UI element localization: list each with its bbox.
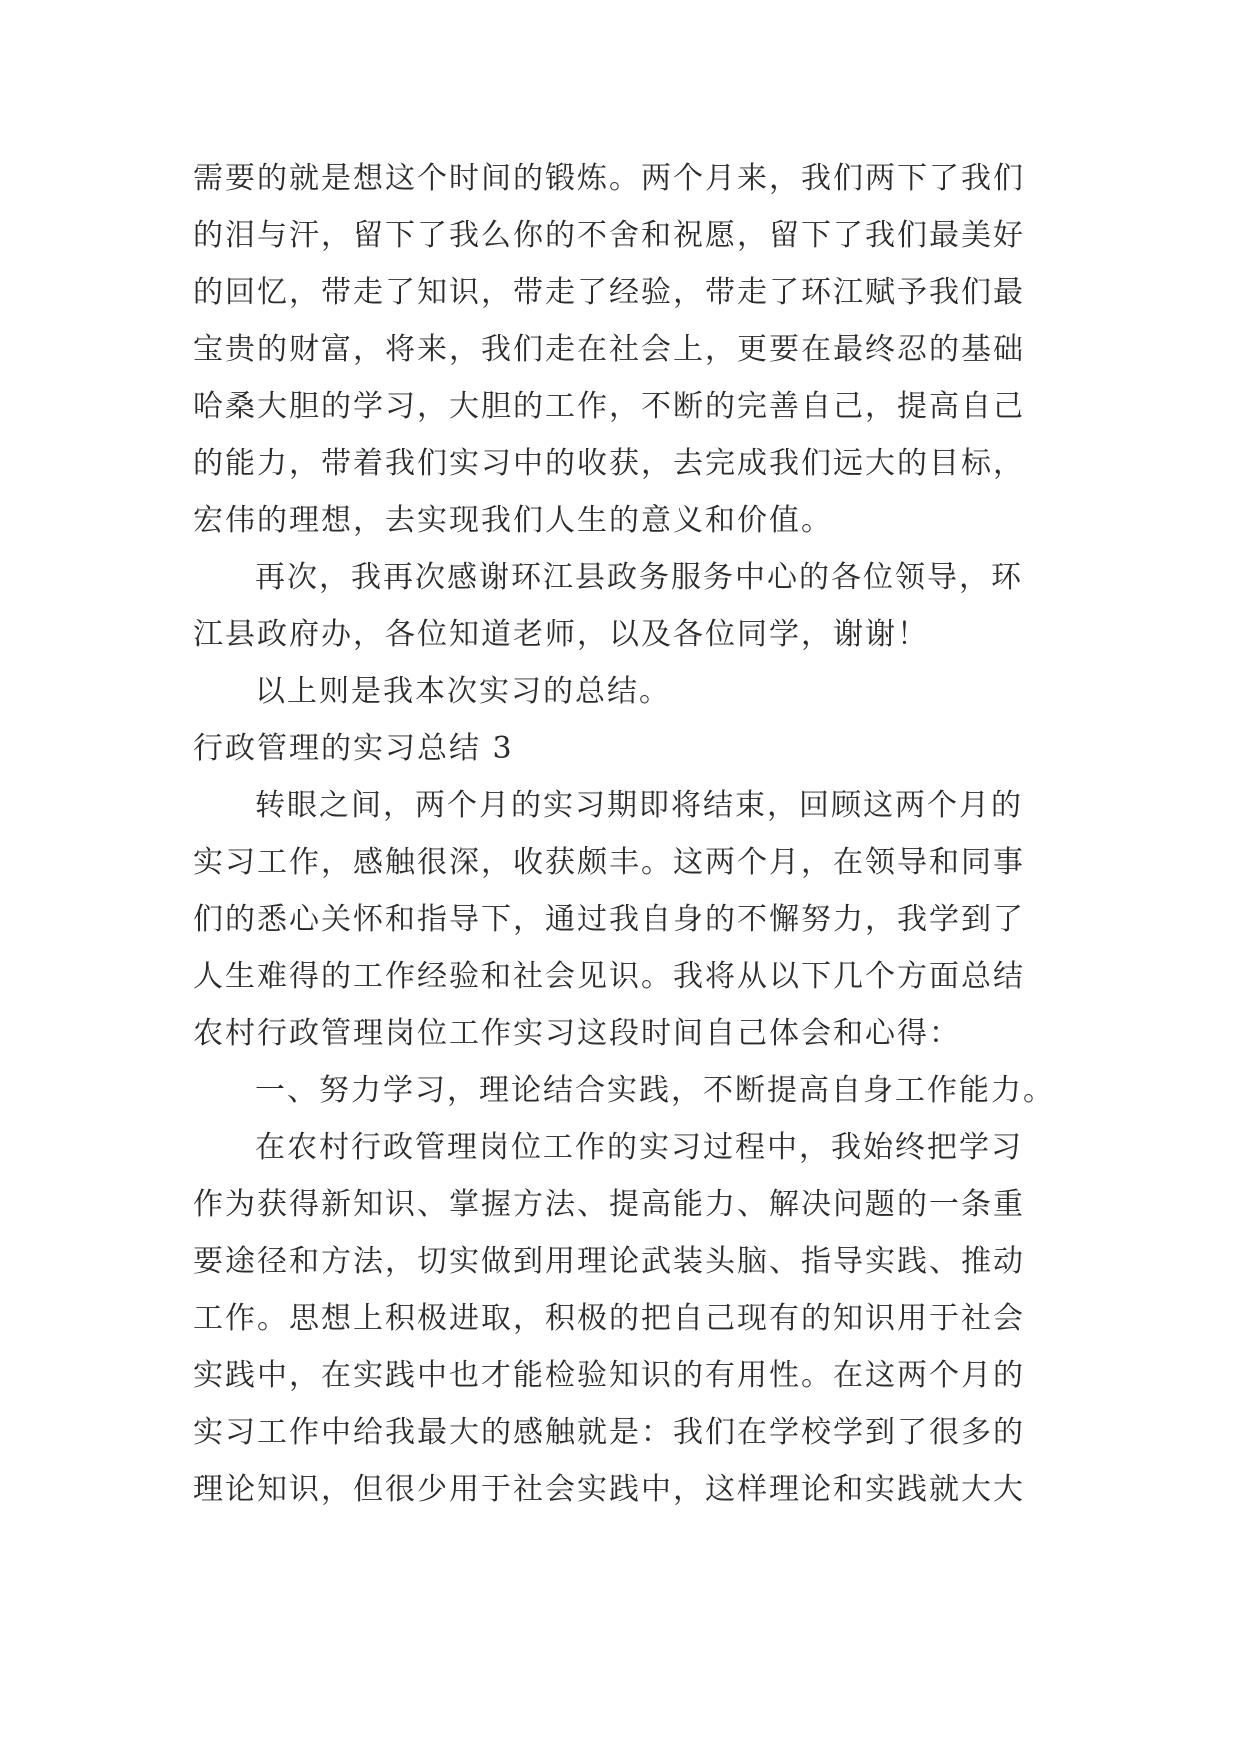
text-line: 哈桑大胆的学习，大胆的工作，不断的完善自己，提高自己 — [193, 389, 1025, 424]
text-line: 农村行政管理岗位工作实习这段时间自己体会和心得： — [193, 1016, 961, 1051]
text-line: 宝贵的财富，将来，我们走在社会上，更要在最终忍的基础 — [193, 332, 1025, 367]
document-body — [193, 150, 1073, 1518]
section-heading: 行政管理的实习总结 3 — [193, 731, 514, 766]
text-line: 的回忆，带走了知识，带走了经验，带走了环江赋予我们最 — [193, 275, 1025, 310]
text-line: 的泪与汗，留下了我么你的不舍和祝愿，留下了我们最美好 — [193, 218, 1025, 253]
text-line: 的能力，带着我们实习中的收获，去完成我们远大的目标， — [193, 446, 1025, 481]
text-line: 需要的就是想这个时间的锻炼。两个月来，我们两下了我们 — [193, 161, 1025, 196]
text-line: 们的悉心关怀和指导下，通过我自身的不懈努力，我学到了 — [193, 902, 1025, 937]
text-line: 实习工作，感触很深，收获颇丰。这两个月，在领导和同事 — [193, 845, 1025, 880]
text-line: 宏伟的理想，去实现我们人生的意义和价值。 — [193, 503, 833, 538]
text-line: 人生难得的工作经验和社会见识。我将从以下几个方面总结 — [193, 959, 1025, 994]
text-line: 实践中，在实践中也才能检验知识的有用性。在这两个月的 — [193, 1358, 1025, 1393]
text-line: 理论知识，但很少用于社会实践中，这样理论和实践就大大 — [193, 1472, 1025, 1507]
paragraph-first-line: 再次，我再次感谢环江县政务服务中心的各位领导，环 — [255, 560, 1023, 595]
paragraph-first-line: 以上则是我本次实习的总结。 — [255, 674, 671, 709]
text-line: 要途径和方法，切实做到用理论武装头脑、指导实践、推动 — [193, 1244, 1025, 1279]
paragraph-first-line: 在农村行政管理岗位工作的实习过程中，我始终把学习 — [255, 1130, 1023, 1165]
list-item-heading: 一、努力学习，理论结合实践，不断提高自身工作能力。 — [255, 1073, 1055, 1108]
text-line: 江县政府办，各位知道老师，以及各位同学，谢谢！ — [193, 617, 929, 652]
text-line: 工作。思想上积极进取，积极的把自己现有的知识用于社会 — [193, 1301, 1025, 1336]
text-line: 作为获得新知识、掌握方法、提高能力、解决问题的一条重 — [193, 1187, 1025, 1222]
paragraph-first-line: 转眼之间，两个月的实习期即将结束，回顾这两个月的 — [255, 788, 1023, 823]
text-line: 实习工作中给我最大的感触就是：我们在学校学到了很多的 — [193, 1415, 1025, 1450]
